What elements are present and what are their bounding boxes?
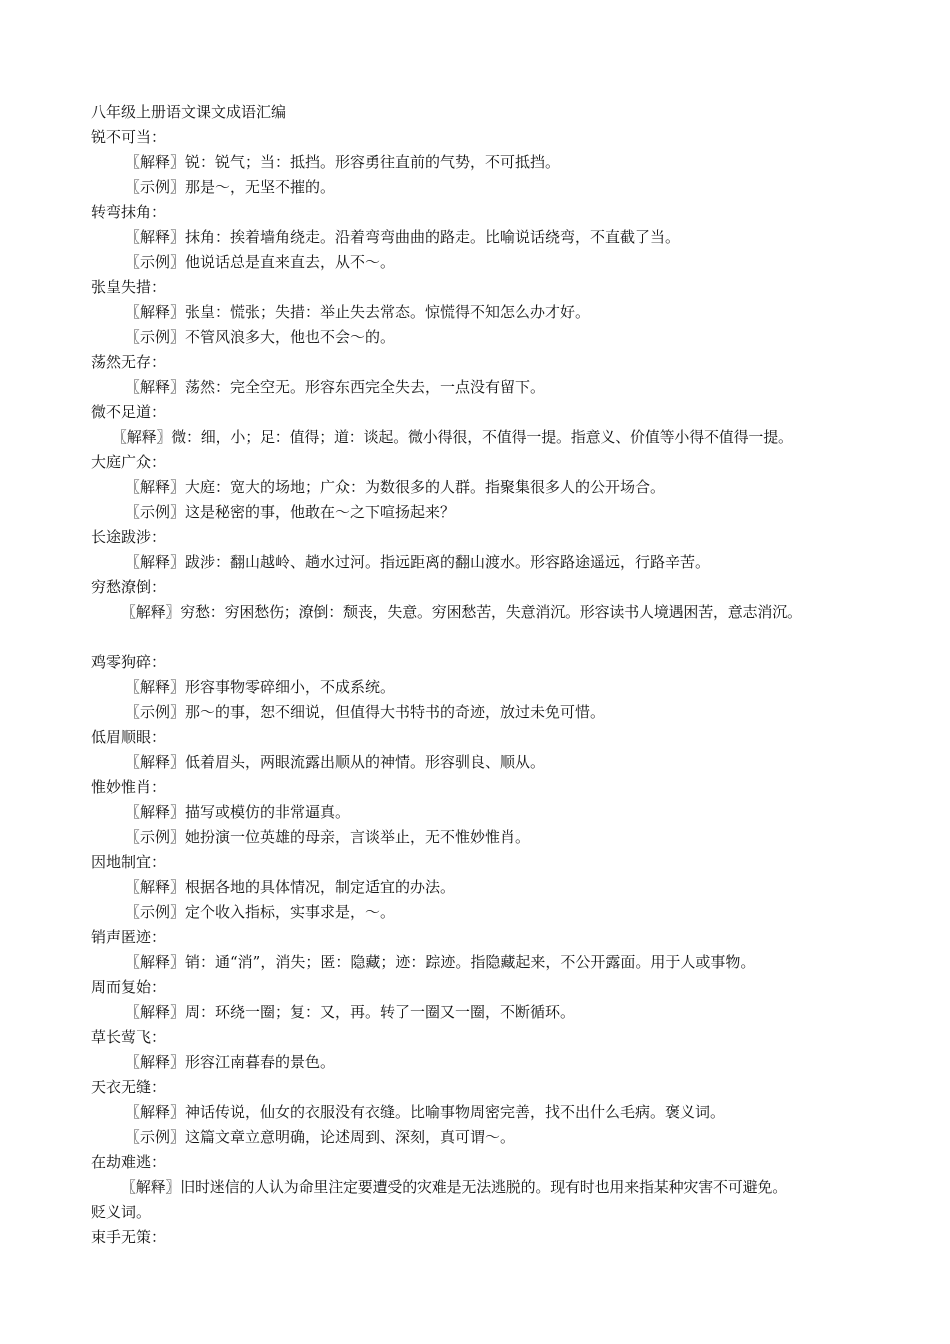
idiom-explanation: 〖解释〗形容江南暮春的景色。	[125, 1053, 336, 1071]
idiom-explanation: 〖解释〗形容事物零碎细小，不成系统。	[125, 678, 396, 696]
idiom-term: 长途跋涉：	[91, 528, 167, 546]
idiom-explanation: 〖解释〗描写或模仿的非常逼真。	[125, 803, 351, 821]
idiom-term: 张皇失措：	[91, 278, 167, 296]
idiom-example: 〖示例〗这是秘密的事，他敢在～之下喧扬起来？	[125, 503, 456, 521]
blank-line	[0, 625, 950, 650]
idiom-term: 周而复始：	[91, 978, 167, 996]
idiom-example: 〖示例〗定个收入指标，实事求是，～。	[125, 903, 396, 921]
idiom-explanation: 〖解释〗穷愁：穷困愁伤；潦倒：颓丧，失意。穷困愁苦，失意消沉。形容读书人境遇困苦，意志消沉。	[121, 603, 802, 621]
idiom-explanation: 〖解释〗旧时迷信的人认为命里注定要遭受的灾难是无法逃脱的。现有时也用来指某种灾害不可避免。	[121, 1178, 788, 1196]
idiom-explanation: 〖解释〗周：环绕一圈；复：又，再。转了一圈又一圈，不断循环。	[125, 1003, 576, 1021]
idiom-explanation: 〖解释〗神话传说，仙女的衣服没有衣缝。比喻事物周密完善，找不出什么毛病。褒义词。	[125, 1103, 726, 1121]
idiom-explanation: 〖解释〗销：通“消”，消失；匿：隐藏；迹：踪迹。指隐藏起来，不公开露面。用于人或事物。	[125, 953, 756, 971]
idiom-explanation: 〖解释〗荡然：完全空无。形容东西完全失去，一点没有留下。	[125, 378, 546, 396]
idiom-term: 转弯抹角：	[91, 203, 167, 221]
idiom-term: 草长莺飞：	[91, 1028, 167, 1046]
idiom-term: 因地制宜：	[91, 853, 167, 871]
idiom-term: 束手无策：	[91, 1228, 167, 1246]
idiom-example: 〖示例〗那是～，无坚不摧的。	[125, 178, 336, 196]
idiom-explanation: 〖解释〗大庭：宽大的场地；广众：为数很多的人群。指聚集很多人的公开场合。	[125, 478, 666, 496]
idiom-term: 低眉顺眼：	[91, 728, 167, 746]
document-page	[0, 100, 950, 1250]
idiom-explanation: 〖解释〗微：细，小；足：值得；道：谈起。微小得很，不值得一提。指意义、价值等小得不值得一提。	[112, 428, 793, 446]
idiom-term: 天衣无缝：	[91, 1078, 167, 1096]
idiom-term: 鸡零狗碎：	[91, 653, 167, 671]
idiom-example: 〖示例〗不管风浪多大，他也不会～的。	[125, 328, 396, 346]
document-title: 八年级上册语文课文成语汇编	[91, 103, 287, 121]
idiom-explanation: 〖解释〗抹角：挨着墙角绕走。沿着弯弯曲曲的路走。比喻说话绕弯，不直截了当。	[125, 228, 681, 246]
idiom-explanation: 〖解释〗锐：锐气；当：抵挡。形容勇往直前的气势，不可抵挡。	[125, 153, 561, 171]
idiom-explanation: 〖解释〗根据各地的具体情况，制定适宜的办法。	[125, 878, 456, 896]
idiom-example: 〖示例〗那～的事，恕不细说，但值得大书特书的奇迹，放过未免可惜。	[125, 703, 606, 721]
idiom-term: 荡然无存：	[91, 353, 167, 371]
idiom-term: 微不足道：	[91, 403, 167, 421]
idiom-term: 在劫难逃：	[91, 1153, 167, 1171]
idiom-example: 〖示例〗这篇文章立意明确，论述周到、深刻，真可谓～。	[125, 1128, 516, 1146]
idiom-example: 〖示例〗她扮演一位英雄的母亲，言谈举止，无不惟妙惟肖。	[125, 828, 531, 846]
idiom-explanation-continued: 贬义词。	[91, 1203, 152, 1221]
idiom-term: 大庭广众：	[91, 453, 167, 471]
idiom-term: 穷愁潦倒：	[91, 578, 167, 596]
idiom-term: 销声匿迹：	[91, 928, 167, 946]
idiom-term: 锐不可当：	[91, 128, 167, 146]
idiom-example: 〖示例〗他说话总是直来直去，从不～。	[125, 253, 396, 271]
idiom-term: 惟妙惟肖：	[91, 778, 167, 796]
idiom-explanation: 〖解释〗跋涉：翻山越岭、趟水过河。指远距离的翻山渡水。形容路途遥远，行路辛苦。	[125, 553, 711, 571]
idiom-explanation: 〖解释〗低着眉头，两眼流露出顺从的神情。形容驯良、顺从。	[125, 753, 546, 771]
idiom-explanation: 〖解释〗张皇：慌张；失措：举止失去常态。惊慌得不知怎么办才好。	[125, 303, 591, 321]
